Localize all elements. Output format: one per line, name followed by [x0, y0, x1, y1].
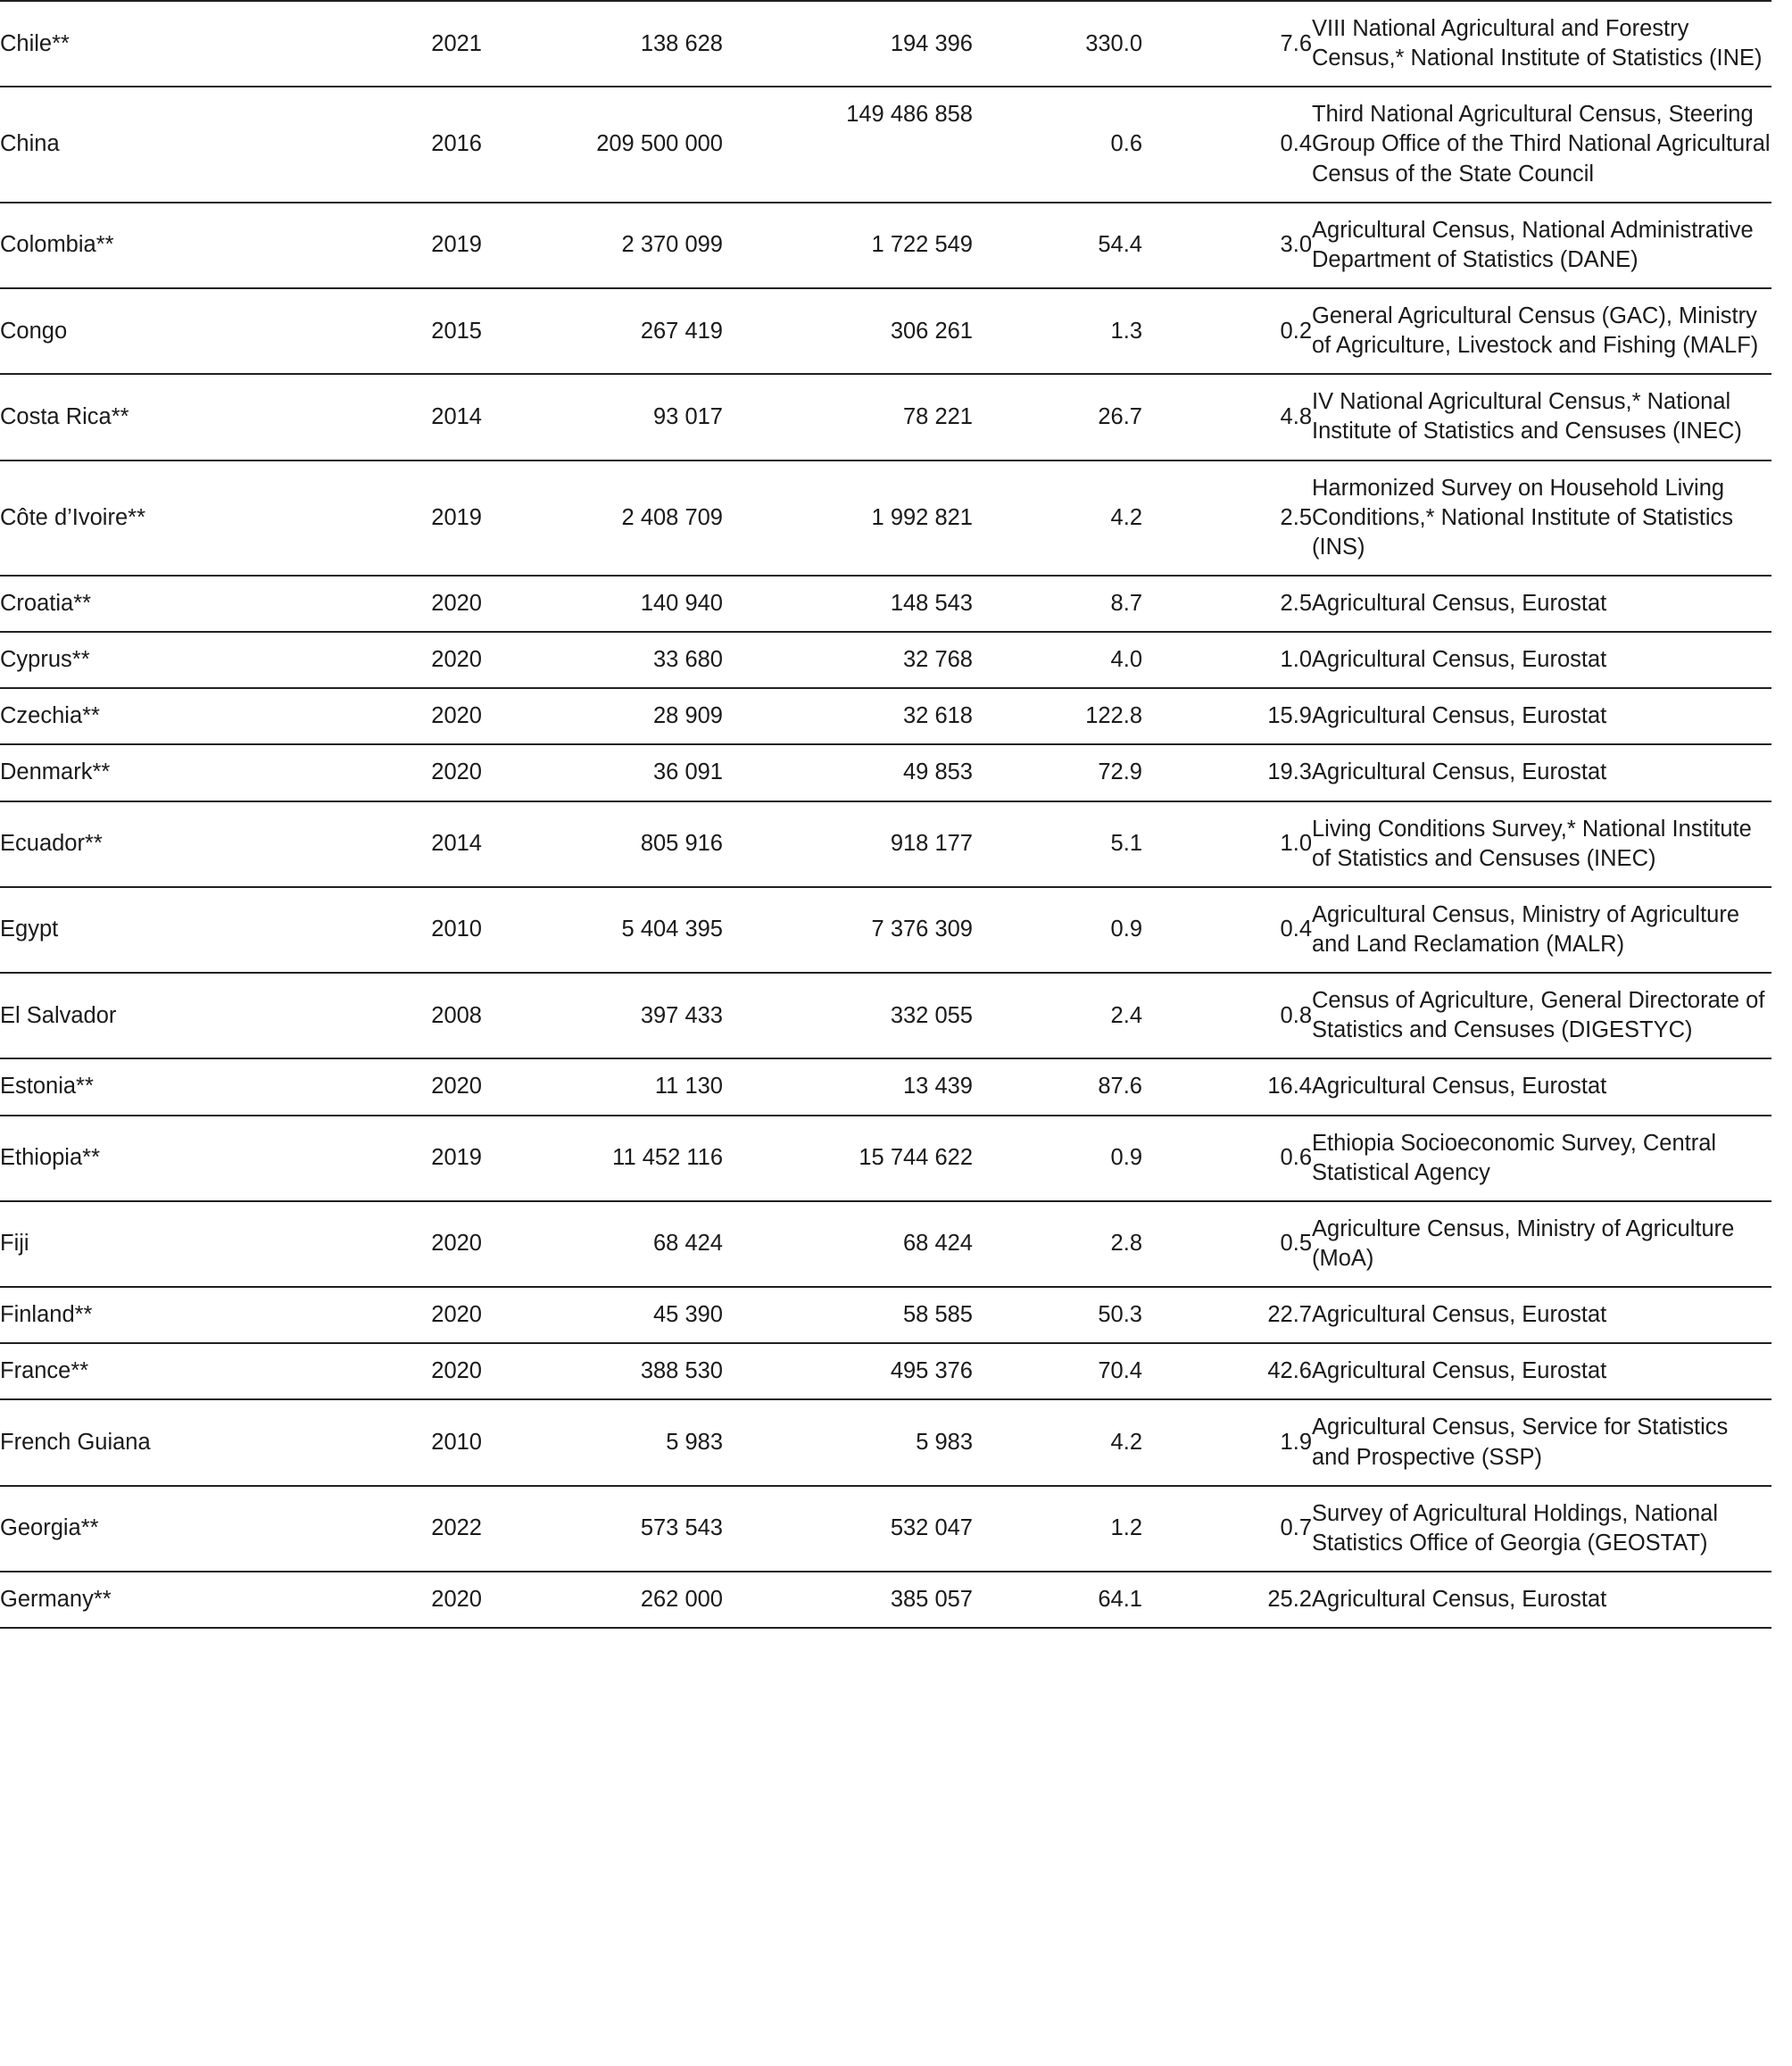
table-row — [0, 87, 1771, 202]
cell-year: 2020 — [431, 1358, 482, 1384]
cell-area: 32 618 — [903, 703, 973, 729]
cell-holdings: 45 390 — [653, 1302, 723, 1328]
table-row — [0, 1116, 1771, 1201]
cell-holdings: 5 983 — [666, 1429, 723, 1455]
cell-area: 58 585 — [903, 1302, 973, 1328]
cell-area: 918 177 — [890, 831, 973, 857]
cell-country: Ethiopia** — [0, 1145, 100, 1171]
cell-area: 5 983 — [916, 1429, 973, 1455]
cell-year: 2021 — [431, 30, 482, 56]
cell-year: 2014 — [431, 831, 482, 857]
cell-year: 2020 — [431, 1074, 482, 1099]
table-row — [0, 744, 1771, 801]
cell-year: 2022 — [431, 1515, 482, 1541]
cell-percent-primary: 0.9 — [1110, 1145, 1142, 1171]
cell-year: 2020 — [431, 590, 482, 616]
cell-holdings: 267 419 — [640, 318, 723, 344]
cell-holdings: 11 130 — [654, 1074, 723, 1099]
cell-year: 2010 — [431, 1429, 482, 1455]
cell-source: VIII National Agricultural and Forestry Census,* National Institute of Statistics (INE) — [1312, 16, 1763, 71]
cell-country: Czechia** — [0, 703, 100, 729]
cell-year: 2020 — [431, 647, 482, 673]
cell-year: 2016 — [431, 131, 482, 157]
cell-country: Côte d’Ivoire** — [0, 504, 145, 530]
cell-year: 2020 — [431, 1302, 482, 1328]
cell-area: 15 744 622 — [859, 1145, 973, 1171]
cell-holdings: 138 628 — [640, 30, 723, 56]
cell-area: 194 396 — [890, 30, 973, 56]
cell-holdings: 805 916 — [640, 831, 723, 857]
cell-percent-primary: 64.1 — [1098, 1586, 1142, 1612]
cell-area: 7 376 309 — [871, 917, 973, 942]
cell-source: IV National Agricultural Census,* National Institute of Statistics and Censuses (INEC) — [1312, 389, 1742, 444]
table-row — [0, 576, 1771, 632]
cell-source: Agricultural Census, Eurostat — [1312, 1358, 1607, 1384]
cell-percent-primary: 0.9 — [1110, 917, 1142, 942]
cell-country: El Salvador — [0, 1002, 117, 1028]
cell-percent-secondary: 1.0 — [1280, 831, 1312, 857]
cell-percent-secondary: 0.4 — [1280, 131, 1312, 157]
cell-percent-primary: 0.6 — [1110, 131, 1142, 157]
cell-country: Croatia** — [0, 590, 92, 616]
cell-year: 2020 — [431, 1586, 482, 1612]
cell-country: Cyprus** — [0, 647, 90, 673]
table-row — [0, 1, 1771, 87]
cell-source: Agricultural Census, Eurostat — [1312, 1302, 1607, 1328]
cell-area: 306 261 — [890, 318, 973, 344]
cell-area: 532 047 — [890, 1515, 973, 1541]
cell-country: Estonia** — [0, 1074, 94, 1099]
cell-holdings: 2 408 709 — [621, 504, 723, 530]
cell-year: 2015 — [431, 318, 482, 344]
cell-source: Agricultural Census, Eurostat — [1312, 1074, 1607, 1099]
table-row — [0, 887, 1771, 973]
cell-holdings: 36 091 — [653, 759, 723, 785]
cell-year: 2020 — [431, 703, 482, 729]
cell-year: 2020 — [431, 759, 482, 785]
table-row — [0, 374, 1771, 460]
cell-area: 13 439 — [903, 1074, 973, 1099]
cell-holdings: 2 370 099 — [621, 232, 723, 258]
cell-percent-secondary: 19.3 — [1267, 759, 1312, 785]
cell-area: 68 424 — [903, 1231, 973, 1257]
cell-source: Third National Agricultural Census, Steering Group Office of the Third National Agricultural Census of the State Council — [1312, 102, 1771, 187]
cell-percent-secondary: 0.5 — [1280, 1231, 1312, 1257]
cell-area: 149 486 858 — [846, 102, 973, 128]
table-row — [0, 801, 1771, 887]
cell-source: Survey of Agricultural Holdings, National Statistics Office of Georgia (GEOSTAT) — [1312, 1500, 1718, 1556]
cell-source: Agriculture Census, Ministry of Agriculture (MoA) — [1312, 1216, 1735, 1271]
cell-year: 2019 — [431, 1145, 482, 1171]
table-row — [0, 1287, 1771, 1343]
cell-holdings: 209 500 000 — [596, 131, 723, 157]
cell-percent-secondary: 7.6 — [1280, 30, 1312, 56]
table-row — [0, 1486, 1771, 1572]
cell-holdings: 33 680 — [653, 647, 723, 673]
cell-source: Agricultural Census, Eurostat — [1312, 703, 1607, 729]
cell-percent-secondary: 0.2 — [1280, 318, 1312, 344]
cell-country: Fiji — [0, 1231, 29, 1257]
cell-percent-secondary: 4.8 — [1280, 403, 1312, 429]
cell-country: China — [0, 131, 60, 157]
cell-percent-primary: 4.2 — [1110, 504, 1142, 530]
cell-percent-secondary: 15.9 — [1267, 703, 1312, 729]
cell-holdings: 388 530 — [640, 1358, 723, 1384]
cell-holdings: 93 017 — [653, 403, 723, 429]
cell-percent-primary: 330.0 — [1085, 30, 1142, 56]
cell-percent-primary: 70.4 — [1098, 1358, 1142, 1384]
cell-percent-primary: 87.6 — [1098, 1074, 1142, 1099]
cell-percent-primary: 4.0 — [1110, 647, 1142, 673]
cell-percent-primary: 1.3 — [1110, 318, 1142, 344]
cell-source: Ethiopia Socioeconomic Survey, Central Statistical Agency — [1312, 1130, 1717, 1185]
table-row — [0, 973, 1771, 1058]
cell-holdings: 573 543 — [640, 1515, 723, 1541]
cell-source: Census of Agriculture, General Directorate of Statistics and Censuses (DIGESTYC) — [1312, 988, 1765, 1043]
cell-percent-primary: 26.7 — [1098, 403, 1142, 429]
table-row — [0, 632, 1771, 688]
cell-percent-primary: 72.9 — [1098, 759, 1142, 785]
cell-percent-secondary: 0.6 — [1280, 1145, 1312, 1171]
table-row — [0, 1058, 1771, 1115]
cell-country: Costa Rica** — [0, 403, 129, 429]
cell-percent-secondary: 2.5 — [1280, 590, 1312, 616]
cell-percent-secondary: 2.5 — [1280, 504, 1312, 530]
cell-country: Denmark** — [0, 759, 111, 785]
cell-percent-primary: 5.1 — [1110, 831, 1142, 857]
cell-source: Agricultural Census, Service for Statistics and Prospective (SSP) — [1312, 1415, 1729, 1470]
cell-percent-secondary: 1.0 — [1280, 647, 1312, 673]
cell-holdings: 140 940 — [640, 590, 723, 616]
cell-source: Agricultural Census, Eurostat — [1312, 590, 1607, 616]
cell-year: 2010 — [431, 917, 482, 942]
cell-area: 495 376 — [890, 1358, 973, 1384]
cell-year: 2008 — [431, 1002, 482, 1028]
cell-country: France** — [0, 1358, 89, 1384]
cell-percent-primary: 54.4 — [1098, 232, 1142, 258]
cell-country: Egypt — [0, 917, 59, 942]
cell-percent-primary: 8.7 — [1110, 590, 1142, 616]
table-row — [0, 1572, 1771, 1628]
cell-percent-primary: 50.3 — [1098, 1302, 1142, 1328]
table-row — [0, 1343, 1771, 1399]
cell-holdings: 28 909 — [653, 703, 723, 729]
cell-holdings: 5 404 395 — [621, 917, 723, 942]
cell-percent-secondary: 42.6 — [1267, 1358, 1312, 1384]
table-body — [0, 1, 1771, 1628]
cell-source: Agricultural Census, Eurostat — [1312, 1586, 1607, 1612]
cell-area: 1 992 821 — [871, 504, 973, 530]
table-row — [0, 460, 1771, 576]
cell-country: Finland** — [0, 1302, 93, 1328]
cell-area: 32 768 — [903, 647, 973, 673]
cell-holdings: 397 433 — [640, 1002, 723, 1028]
table-row — [0, 1399, 1771, 1485]
cell-percent-secondary: 0.8 — [1280, 1002, 1312, 1028]
cell-percent-primary: 4.2 — [1110, 1429, 1142, 1455]
cell-area: 332 055 — [890, 1002, 973, 1028]
table-row — [0, 1201, 1771, 1287]
cell-percent-secondary: 1.9 — [1280, 1429, 1312, 1455]
cell-percent-secondary: 16.4 — [1267, 1074, 1312, 1099]
cell-source: Agricultural Census, Ministry of Agriculture and Land Reclamation (MALR) — [1312, 901, 1740, 957]
cell-percent-secondary: 0.4 — [1280, 917, 1312, 942]
cell-year: 2014 — [431, 403, 482, 429]
cell-percent-secondary: 0.7 — [1280, 1515, 1312, 1541]
table-row — [0, 688, 1771, 744]
cell-year: 2019 — [431, 504, 482, 530]
cell-holdings: 262 000 — [640, 1586, 723, 1612]
cell-percent-secondary: 3.0 — [1280, 232, 1312, 258]
cell-country: French Guiana — [0, 1429, 151, 1455]
cell-area: 1 722 549 — [871, 232, 973, 258]
cell-source: Agricultural Census, National Administrative Department of Statistics (DANE) — [1312, 217, 1754, 272]
cell-percent-secondary: 22.7 — [1267, 1302, 1312, 1328]
cell-source: Living Conditions Survey,* National Institute of Statistics and Censuses (INEC) — [1312, 816, 1752, 871]
cell-percent-secondary: 25.2 — [1267, 1586, 1312, 1612]
cell-source: General Agricultural Census (GAC), Ministry of Agriculture, Livestock and Fishing (MALF) — [1312, 303, 1759, 359]
cell-year: 2020 — [431, 1231, 482, 1257]
cell-percent-primary: 2.8 — [1110, 1231, 1142, 1257]
cell-percent-primary: 2.4 — [1110, 1002, 1142, 1028]
cell-source: Harmonized Survey on Household Living Conditions,* National Institute of Statistics (INS) — [1312, 475, 1733, 560]
cell-percent-primary: 1.2 — [1110, 1515, 1142, 1541]
cell-holdings: 68 424 — [653, 1231, 723, 1257]
table-row — [0, 288, 1771, 374]
cell-year: 2019 — [431, 232, 482, 258]
cell-holdings: 11 452 116 — [612, 1145, 723, 1171]
cell-country: Colombia** — [0, 232, 114, 258]
cell-percent-primary: 122.8 — [1085, 703, 1142, 729]
cell-area: 385 057 — [890, 1586, 973, 1612]
cell-country: Chile** — [0, 30, 70, 56]
cell-country: Georgia** — [0, 1515, 99, 1541]
table-row — [0, 203, 1771, 288]
cell-source: Agricultural Census, Eurostat — [1312, 647, 1607, 673]
cell-country: Germany** — [0, 1586, 112, 1612]
cell-country: Congo — [0, 318, 68, 344]
cell-country: Ecuador** — [0, 831, 103, 857]
cell-area: 49 853 — [903, 759, 973, 785]
cell-area: 148 543 — [890, 590, 973, 616]
cell-area: 78 221 — [903, 403, 973, 429]
cell-source: Agricultural Census, Eurostat — [1312, 759, 1607, 785]
